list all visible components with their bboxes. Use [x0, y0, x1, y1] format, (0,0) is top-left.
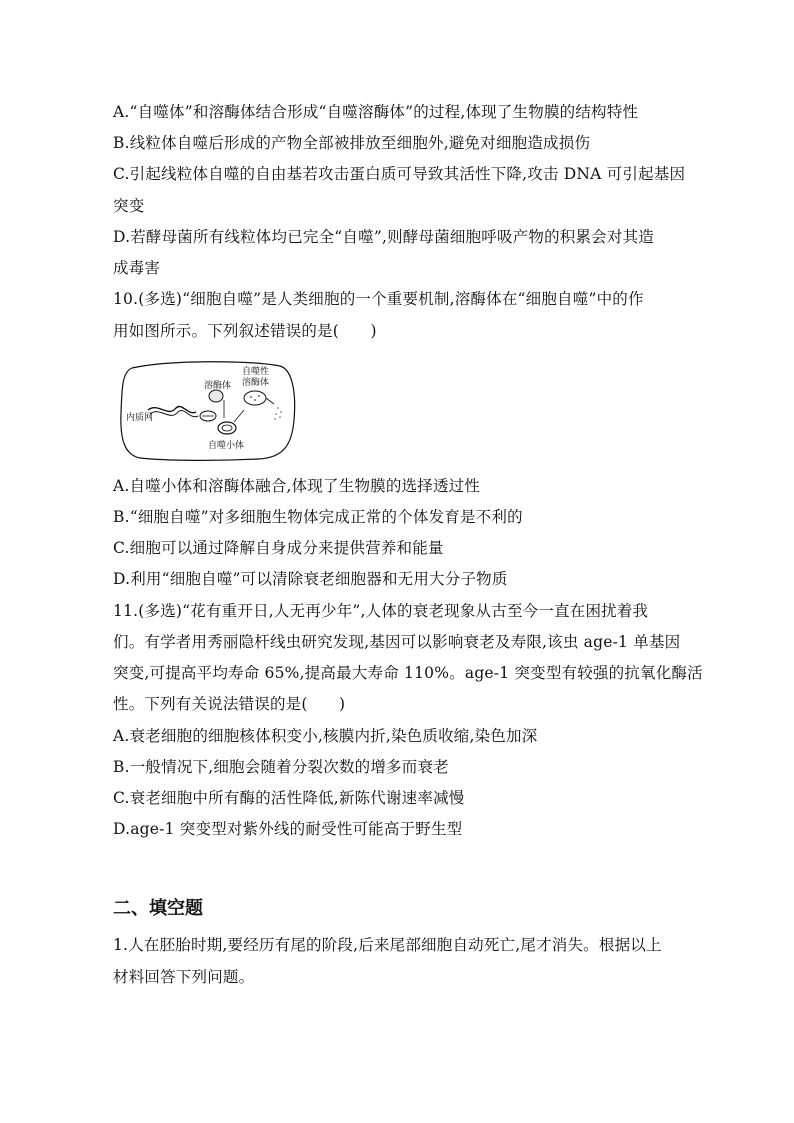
lysosome — [209, 390, 223, 402]
q11-stem-line1: 11.(多选)“花有重开日,人无再少年”,人体的衰老现象从古至今一直在困扰着我 — [113, 602, 649, 620]
q9-option-a: A.“自噬体”和溶酶体结合形成“自噬溶酶体”的过程,体现了生物膜的结构特性 — [113, 103, 639, 121]
q11-option-a: A.衰老细胞的细胞核体积变小,核膜内折,染色质收缩,染色加深 — [113, 727, 538, 745]
q11-option-d: D.age-1 突变型对紫外线的耐受性可能高于野生型 — [113, 820, 463, 838]
fill-q1-line2: 材料回答下列问题。 — [113, 968, 255, 986]
q11-option-c: C.衰老细胞中所有酶的活性降低,新陈代谢速率减慢 — [113, 789, 465, 807]
q10-stem-line2: 用如图所示。下列叙述错误的是( ) — [113, 322, 377, 340]
q9-option-d-line1: D.若酵母菌所有线粒体均已完全“自噬”,则酵母菌细胞呼吸产物的积累会对其造 — [113, 228, 654, 246]
q11-stem-line2: 们。有学者用秀丽隐杆线虫研究发现,基因可以影响衰老及寿限,该虫 age-1 单基因 — [113, 633, 681, 651]
label-autolysosome-line1: 自噬性 — [242, 367, 270, 377]
autolysosome — [244, 391, 266, 405]
q9-option-c-line1: C.引起线粒体自噬的自由基若攻击蛋白质可导致其活性下降,攻击 DNA 可引起基因 — [113, 165, 686, 183]
q10-option-c: C.细胞可以通过降解自身成分来提供营养和能量 — [113, 539, 444, 557]
q10-option-a: A.自噬小体和溶酶体融合,体现了生物膜的选择透过性 — [113, 477, 481, 495]
label-er: 内质网 — [126, 413, 154, 423]
label-autolysosome-line2: 溶酶体 — [242, 378, 270, 388]
autophagosome — [218, 422, 236, 434]
label-autophagosome: 自噬小体 — [208, 441, 245, 451]
q11-stem-line3: 突变,可提高平均寿命 65%,提高最大寿命 110%。age-1 突变型有较强的抗氧化酶活 — [113, 664, 703, 682]
q11-option-b: B.一般情况下,细胞会随着分裂次数的增多而衰老 — [113, 758, 449, 776]
label-lysosome: 溶酶体 — [204, 381, 232, 391]
autophagy-figure — [118, 358, 296, 462]
q9-option-d-line2: 成毒害 — [113, 259, 161, 277]
q11-stem-line4: 性。下列有关说法错误的是( ) — [113, 695, 346, 713]
q10-option-b: B.“细胞自噬”对多细胞生物体完成正常的个体发育是不利的 — [113, 508, 523, 526]
q9-option-c-line2: 突变 — [113, 197, 145, 215]
q9-option-b: B.线粒体自噬后形成的产物全部被排放至细胞外,避免对细胞造成损伤 — [113, 134, 591, 152]
section-title: 二、填空题 — [113, 898, 203, 919]
q10-stem-line1: 10.(多选)“细胞自噬”是人类细胞的一个重要机制,溶酶体在“细胞自噬”中的作 — [113, 290, 644, 308]
q10-option-d: D.利用“细胞自噬”可以清除衰老细胞器和无用大分子物质 — [113, 570, 508, 588]
fill-q1-line1: 1.人在胚胎时期,要经历有尾的阶段,后来尾部细胞自动死亡,尾才消失。根据以上 — [113, 936, 662, 954]
